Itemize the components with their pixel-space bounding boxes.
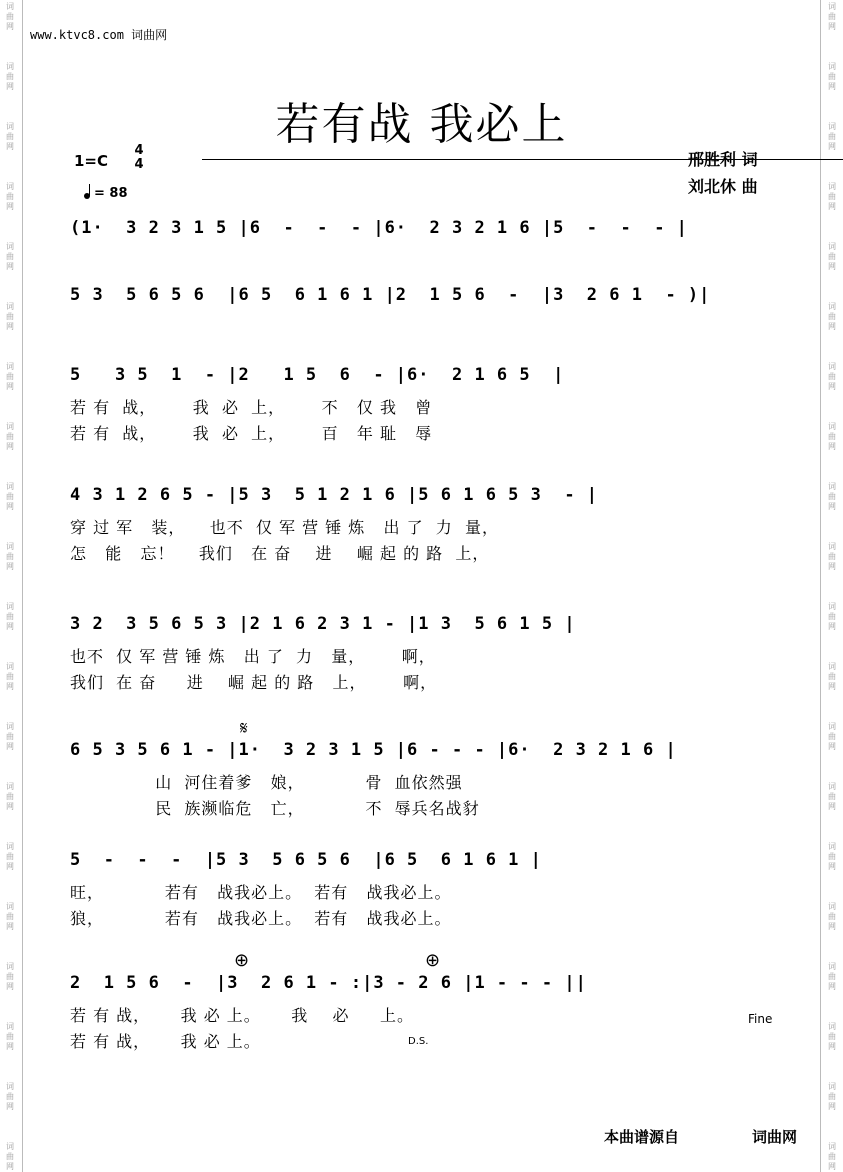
fine-mark: Fine bbox=[748, 1012, 773, 1026]
song-title: 若有战 我必上 bbox=[275, 99, 568, 150]
watermark-text: 词 曲 网 bbox=[6, 242, 14, 271]
watermark-text: 词 曲 网 bbox=[6, 62, 14, 91]
watermark-text: 词 曲 网 bbox=[828, 1082, 836, 1111]
notation-line: 5 3 5 6 5 6 |6 5 6 1 6 1 |2 1 5 6 - |3 2 6 1 - )| bbox=[70, 285, 711, 305]
watermark-text: 词 曲 网 bbox=[6, 902, 14, 931]
lyric-line: 山 河住着爹 娘， 骨 血依然强 bbox=[70, 773, 463, 792]
lyric-line: 若 有 战， 我 必 上， 不 仅 我 曾 bbox=[70, 398, 433, 417]
watermark-text: 词 曲 网 bbox=[828, 1142, 836, 1171]
watermark-text: 词 曲 网 bbox=[6, 1142, 14, 1171]
composer: 刘北休 曲 bbox=[688, 177, 758, 196]
watermark-text: 词 曲 网 bbox=[6, 122, 14, 151]
lyric-line: 穿 过 军 装， 也不 仅 军 营 锤 炼 出 了 力 量， bbox=[70, 518, 499, 537]
watermark-text: 词 曲 网 bbox=[828, 62, 836, 91]
watermark-text: 词 曲 网 bbox=[828, 902, 836, 931]
watermark-text: 词 曲 网 bbox=[6, 1022, 14, 1051]
watermark-text: 词 曲 网 bbox=[828, 722, 836, 751]
lyric-line: 若 有 战， 我 必 上， 百 年 耻 辱 bbox=[70, 424, 433, 443]
meter-top: 4 bbox=[134, 143, 144, 158]
notation-line: 3 2 3 5 6 5 3 |2 1 6 2 3 1 - |1 3 5 6 1 5 | bbox=[70, 614, 576, 634]
tempo-marking bbox=[84, 186, 128, 201]
credits bbox=[688, 146, 758, 200]
watermark-text: 词 曲 网 bbox=[828, 422, 836, 451]
ds-mark: D.S. bbox=[408, 1036, 429, 1047]
watermark-text: 词 曲 网 bbox=[828, 182, 836, 211]
watermark-text: 词 曲 网 bbox=[6, 722, 14, 751]
watermark-text: 词 曲 网 bbox=[6, 842, 14, 871]
watermark-text: 词 曲 网 bbox=[828, 482, 836, 511]
watermark-text: 词 曲 网 bbox=[6, 482, 14, 511]
notation-line: (1· 3 2 3 1 5 |6 - - - |6· 2 3 2 1 6 |5 - - - | bbox=[70, 218, 688, 238]
watermark-text: 词 曲 网 bbox=[828, 1022, 836, 1051]
lyric-line: 怎 能 忘！ 我们 在 奋 进 崛 起 的 路 上， bbox=[70, 544, 490, 563]
watermark-text: 词 曲 网 bbox=[828, 782, 836, 811]
left-watermark-strip bbox=[0, 0, 23, 1172]
notation-line: 5 - - - |5 3 5 6 5 6 |6 5 6 1 6 1 | bbox=[70, 850, 542, 870]
watermark-text: 词 曲 网 bbox=[6, 422, 14, 451]
watermark-text: 词 曲 网 bbox=[6, 662, 14, 691]
key-signature: 1=C bbox=[74, 152, 109, 170]
segno-mark: 𝄋 bbox=[240, 718, 248, 739]
watermark-text: 词 曲 网 bbox=[6, 182, 14, 211]
notation-line: 4 3 1 2 6 5 - |5 3 5 1 2 1 6 |5 6 1 6 5 3 - | bbox=[70, 485, 599, 505]
watermark-text: 词 曲 网 bbox=[828, 122, 836, 151]
watermark-text: 词 曲 网 bbox=[6, 2, 14, 31]
watermark-text: 词 曲 网 bbox=[828, 662, 836, 691]
watermark-text: 词 曲 网 bbox=[6, 362, 14, 391]
lyric-line: 旺， 若有 战我必上。 若有 战我必上。 bbox=[70, 883, 452, 902]
lyric-line: 狼， 若有 战我必上。 若有 战我必上。 bbox=[70, 909, 452, 928]
watermark-text: 词 曲 网 bbox=[828, 962, 836, 991]
coda-mark-2: ⊕ bbox=[425, 950, 441, 971]
tempo-value: = 88 bbox=[94, 186, 128, 201]
watermark-text: 词 曲 网 bbox=[6, 542, 14, 571]
watermark-text: 词 曲 网 bbox=[6, 782, 14, 811]
lyricist: 邢胜利 词 bbox=[688, 150, 758, 169]
time-signature bbox=[132, 144, 146, 172]
meter-bottom: 4 bbox=[134, 157, 144, 172]
lyric-line: 我们 在 奋 进 崛 起 的 路 上， 啊， bbox=[70, 673, 438, 692]
watermark-text: 词 曲 网 bbox=[828, 602, 836, 631]
lyric-line: 若 有 战， 我 必 上。 bbox=[70, 1032, 261, 1051]
watermark-text: 词 曲 网 bbox=[828, 2, 836, 31]
quarter-note-icon bbox=[84, 193, 90, 199]
lyric-line: 也不 仅 军 营 锤 炼 出 了 力 量， 啊， bbox=[70, 647, 436, 666]
site-url: www.ktvc8.com 词曲网 bbox=[30, 28, 168, 42]
notation-line: 2 1 5 6 - |3 2 6 1 - :|3 - 2 6 |1 - - - || bbox=[70, 973, 587, 993]
watermark-text: 词 曲 网 bbox=[828, 302, 836, 331]
watermark-text: 词 曲 网 bbox=[828, 362, 836, 391]
footer-source: 本曲谱源自 bbox=[604, 1128, 680, 1146]
lyric-line: 民 族濒临危 亡， 不 辱兵名战豺 bbox=[70, 799, 480, 818]
notation-line: 6 5 3 5 6 1 - |1· 3 2 3 1 5 |6 - - - |6· 2 3 2 1 6 | bbox=[70, 740, 677, 760]
watermark-text: 词 曲 网 bbox=[6, 1082, 14, 1111]
coda-mark-1: ⊕ bbox=[234, 950, 250, 971]
watermark-text: 词 曲 网 bbox=[6, 602, 14, 631]
watermark-text: 词 曲 网 bbox=[828, 542, 836, 571]
watermark-text: 词 曲 网 bbox=[828, 842, 836, 871]
watermark-text: 词 曲 网 bbox=[6, 302, 14, 331]
watermark-text: 词 曲 网 bbox=[828, 242, 836, 271]
footer-site: 词曲网 bbox=[752, 1128, 798, 1146]
watermark-text: 词 曲 网 bbox=[6, 962, 14, 991]
notation-line: 5 3 5 1 - |2 1 5 6 - |6· 2 1 6 5 | bbox=[70, 365, 565, 385]
lyric-line: 若 有 战， 我 必 上。 我 必 上。 bbox=[70, 1006, 414, 1025]
